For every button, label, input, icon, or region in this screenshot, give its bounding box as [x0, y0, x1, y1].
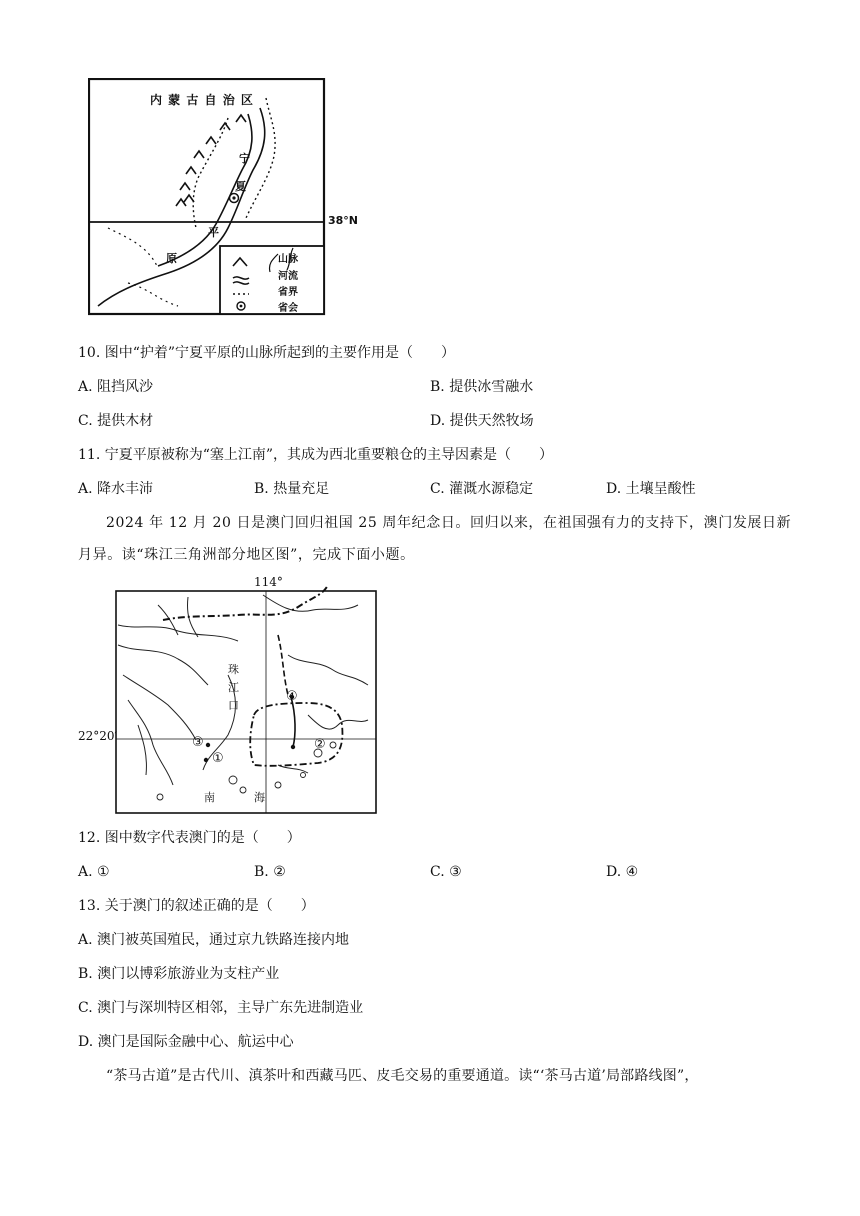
q11-stem: 11. 宁夏平原被称为“塞上江南”，其成为西北重要粮仓的主导因素是（ ） [78, 447, 554, 463]
label-hai: 海 [254, 791, 265, 804]
q11-option-a[interactable]: A. 降水丰沛 [78, 481, 154, 497]
q13-option-d[interactable]: D. 澳门是国际金融中心、航运中心 [78, 1034, 294, 1050]
lon-label-114: 114° [254, 575, 283, 589]
label-zhu: 珠 [228, 663, 239, 676]
q10-option-a[interactable]: A. 阻挡风沙 [78, 379, 154, 395]
q13-stem: 13. 关于澳门的叙述正确的是（ ） [78, 898, 315, 914]
q11-option-d[interactable]: D. 土壤呈酸性 [606, 481, 696, 497]
q10-stem: 10. 图中“护着”宁夏平原的山脉所起到的主要作用是（ ） [78, 345, 456, 361]
legend-river: 河流 [278, 271, 298, 282]
label-ping: 平 [208, 226, 219, 239]
legend-capital: 省会 [278, 303, 298, 314]
intro-macau-line1: 2024 年 12 月 20 日是澳门回归祖国 25 周年纪念日。回归以来，在祖国强有力的支持下，澳门发展日新 [106, 515, 792, 531]
legend-mountain: 山脉 [278, 254, 298, 265]
marker-3: ③ [192, 735, 204, 750]
q11-option-b[interactable]: B. 热量充足 [254, 481, 330, 497]
label-xia: 夏 [235, 180, 246, 193]
q12-option-b[interactable]: B. ② [254, 864, 286, 880]
q12-option-d[interactable]: D. ④ [606, 864, 639, 880]
label-kou: 口 [228, 699, 239, 712]
q13-option-a[interactable]: A. 澳门被英国殖民，通过京九铁路连接内地 [78, 932, 350, 948]
intro-macau-line2: 月异。读“珠江三角洲部分地区图”，完成下面小题。 [78, 547, 415, 563]
q12-option-c[interactable]: C. ③ [430, 864, 462, 880]
marker-4: ④ [286, 689, 298, 704]
region-label: 内 蒙 古 自 治 区 [150, 93, 254, 107]
q12-option-a[interactable]: A. ① [78, 864, 110, 880]
ningxia-map-drawing [88, 78, 358, 316]
label-yuan: 原 [166, 252, 177, 265]
marker-2: ② [314, 737, 326, 752]
lat-label-2220: 22°20′ [78, 729, 118, 743]
lat-label-38n: 38°N [328, 214, 359, 227]
marker-1: ① [212, 751, 224, 766]
label-nan: 南 [204, 791, 215, 804]
q10-option-d[interactable]: D. 提供天然牧场 [430, 413, 534, 429]
legend-boundary: 省界 [278, 287, 298, 298]
q13-option-c[interactable]: C. 澳门与深圳特区相邻，主导广东先进制造业 [78, 1000, 364, 1016]
q10-option-c[interactable]: C. 提供木材 [78, 413, 154, 429]
q13-option-b[interactable]: B. 澳门以博彩旅游业为支柱产业 [78, 966, 280, 982]
intro-tea-horse-line1: “茶马古道”是古代川、滇茶叶和西藏马匹、皮毛交易的重要通道。读“‘茶马古道’局部路线图”， [106, 1068, 699, 1084]
q12-stem: 12. 图中数字代表澳门的是（ ） [78, 830, 301, 846]
q10-option-b[interactable]: B. 提供冰雪融水 [430, 379, 534, 395]
label-ning: 宁 [239, 152, 250, 165]
label-jiang: 江 [228, 681, 239, 694]
prd-map-drawing [78, 575, 378, 815]
q11-option-c[interactable]: C. 灌溉水源稳定 [430, 481, 534, 497]
pearl-river-delta-map [78, 575, 378, 815]
ningxia-map [88, 78, 358, 316]
